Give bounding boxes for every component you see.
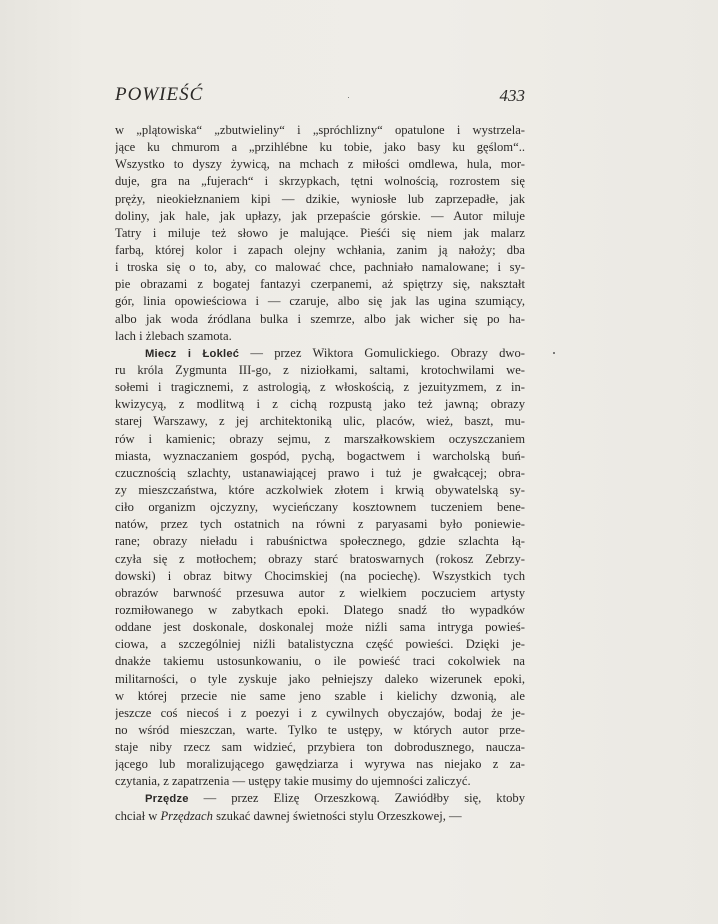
line-end: szukać dawnej świetności stylu Orzeszkowej, — xyxy=(212,808,462,823)
running-title: POWIEŚĆ xyxy=(115,84,204,105)
paragraph-first-line xyxy=(115,790,525,807)
paper-speck xyxy=(553,352,555,354)
text-line: oddane jest doskonale, doskonalej może niźli sama intryga powieś- xyxy=(115,620,525,635)
book-title-lead: Miecz i Łokleć xyxy=(145,347,240,360)
text-line: Tatry i miluje też słowo je malujące. Pieśći się niem jak malarz xyxy=(115,225,525,240)
line-continuation: — przez Wiktora Gomulickiego. Obrazy dwo- xyxy=(239,345,525,360)
text-line: czucznością szlachty, ustanawiającej prawo i tuż je gwałcącej; obra- xyxy=(115,465,525,480)
text-line: jeszcze coś niecoś i z poezyi i z cywilnych obyczajów, bodaj że je- xyxy=(115,705,525,720)
text-line: staje niby rzecz sam widzieć, przybiera ton dobrodusznego, naucza- xyxy=(115,740,525,755)
text-line: rów i kamienic; obrazy sejmu, z marszałkowskiem oczyszczaniem xyxy=(115,431,525,446)
text-line xyxy=(115,808,525,825)
text-line: i troska się o to, aby, co malować chce, pachniało namalowane; i sy- xyxy=(115,260,525,275)
book-title-lead: Przędze xyxy=(145,793,189,806)
text-line: ciowa, a szczególniej niźli batalistyczna część powieści. Dzięki je- xyxy=(115,637,525,652)
page-number: 433 xyxy=(499,86,525,105)
italic-book-title: Przędzach xyxy=(160,808,213,823)
text-line: dnakże takiemu ustosunkowaniu, o ile powieść traci cokolwiek na xyxy=(115,654,525,669)
paper-speck xyxy=(348,97,349,98)
text-line: sołemi i tragicznemi, z astrologią, z włoskością, z jezuityzmem, z in- xyxy=(115,380,525,395)
text-line: farbą, której kolor i zapach olejny wchłania, zanim ją nałoży; dba xyxy=(115,242,525,257)
text-line: w „plątowiska“ „zbutwieliny“ i „spróchlizny“ opatulone i wystrzela- xyxy=(115,123,525,137)
text-line: czyła się z motłochem; obrazy starć bratoswarnych (rokosz Zebrzy- xyxy=(115,551,525,566)
line-start: chciał w xyxy=(115,808,161,823)
text-line: dowski) i obraz bitwy Chocimskiej (na pociechę). Wszystkich tych xyxy=(115,568,525,583)
page-header xyxy=(115,84,525,110)
paragraph-first-line xyxy=(115,345,525,362)
text-line: rozmiłowanego w zabytkach epoki. Dlatego snadź tło wypadków xyxy=(115,602,525,617)
text-line: obrazów barwność przesuwa autor z wielkiem poczuciem artysty xyxy=(115,585,525,600)
text-line: jącego lub moralizującego gawędziarza i wyrywa nas niejako z za- xyxy=(115,757,525,772)
text-line: Wszystko to dyszy żywicą, na mchach z miłości omdlewa, hula, mor- xyxy=(115,157,525,172)
text-line: doliny, jak hale, jak upłazy, jak przepaście górskie. — Autor miluje xyxy=(115,208,525,223)
body-text xyxy=(115,122,525,825)
text-line: kwizycyą, z modlitwą i z cichą rozpustą jako też jawną; obrazy xyxy=(115,397,525,412)
text-line: gór, linia opowieściowa i — czaruje, albo się jak las ugina szumiący, xyxy=(115,294,525,309)
text-line: albo jak woda źródlana bulka i szemrze, albo jak wicher się po ha- xyxy=(115,311,525,326)
text-line: no wśród mieszczan, warte. Tylko te ustępy, w których autor prze- xyxy=(115,722,525,737)
text-line: natów, przez tych ostatnich na równi z paryasami było poniewie- xyxy=(115,517,525,532)
line-continuation: — przez Elizę Orzeszkową. Zawiódłby się, ktoby xyxy=(188,791,525,806)
text-line: ciło organizm ojczyzny, wycieńczany kosztownem tuczeniem bene- xyxy=(115,500,525,515)
text-line: ru króla Zygmunta III-go, z niziołkami, saltami, krotochwilami we- xyxy=(115,362,525,377)
text-line: pie obrazami z bogatej fantazyi czerpanemi, aż spiętrzy się, nakształt xyxy=(115,277,525,292)
text-line: czytania, z zapatrzenia — ustępy takie musimy do ujemności zaliczyć. xyxy=(115,774,471,789)
text-line: miasta, wyznaczaniem gospód, pychą, bogactwem i warcholską buń- xyxy=(115,448,525,463)
text-line: rane; obrazy nieładu i rabuśnictwa społecznego, gdzie szlachta łą- xyxy=(115,534,525,549)
text-line: zy mieszczaństwa, które aczkolwiek złotem i krwią obywatelską sy- xyxy=(115,482,525,497)
text-line: pręży, nieokiełznaniem kipi — dzikie, wyniosłe lub zaprzepadłe, jak xyxy=(115,191,525,206)
text-line: starej Warszawy, z jej architektoniką ulic, placów, wież, baszt, mu- xyxy=(115,414,525,429)
text-line: militarności, o tyle zyskuje jako pełniejszy daleko wizerunek epoki, xyxy=(115,671,525,686)
text-line: duje, gra na „fujerach“ i skrzypkach, tętni wolnością, rozrostem się xyxy=(115,174,525,189)
text-line: jące ku chmurom a „przihlébne ku tobie, jako basy ku gęślom“.. xyxy=(115,140,525,155)
text-line: w której przecie nie same jeno szable i kielichy dzwonią, ale xyxy=(115,688,525,703)
text-line: lach i żlebach szamota. xyxy=(115,328,232,343)
